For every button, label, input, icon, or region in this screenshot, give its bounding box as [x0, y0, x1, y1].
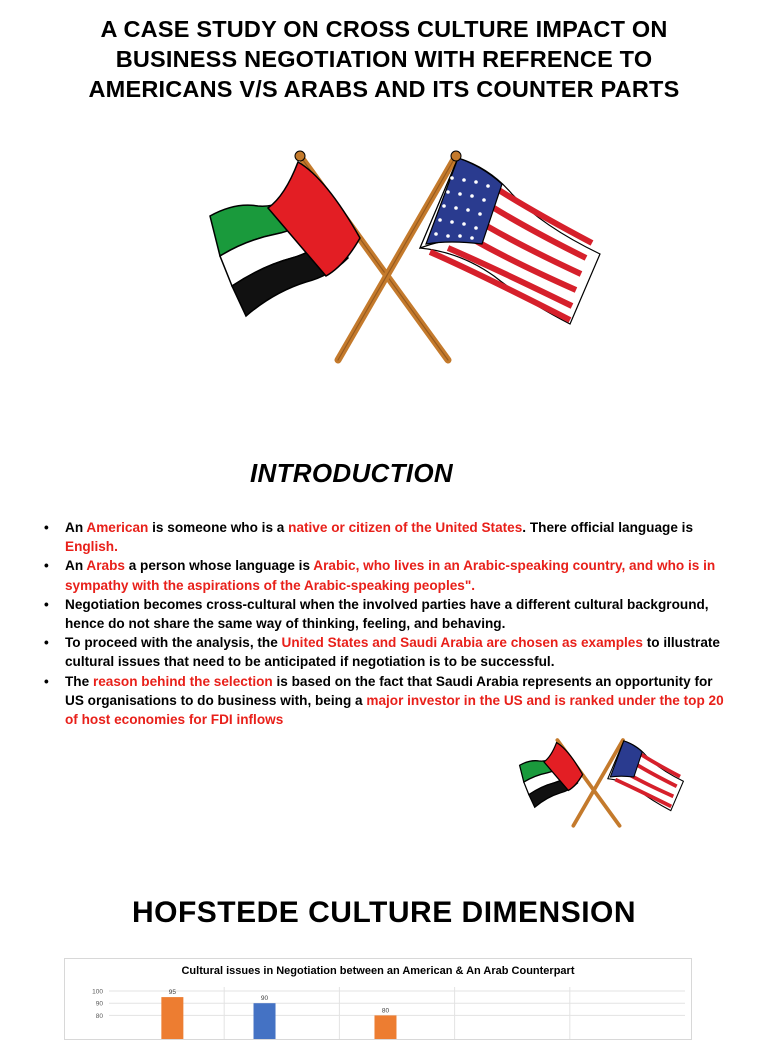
bar [254, 1003, 276, 1039]
bar-chart [65, 959, 691, 1039]
y-tick-label: 90 [95, 1000, 103, 1008]
page-title: A CASE STUDY ON CROSS CULTURE IMPACT ON BUSINESS NEGOTIATION WITH REFRENCE TO AMERICANS V/S ARABS AND ITS COUNTER PARTS [88, 16, 680, 102]
bullet-text: An [65, 520, 87, 535]
bar-value-label: 95 [168, 989, 176, 997]
bullet-text: Negotiation becomes cross-cultural when the involved parties have a different cultural background, hence do not share the same way of thinking, feeling, and behaving. [65, 596, 709, 632]
bullet-text: . There official language is [522, 520, 694, 535]
y-tick-label: 80 [95, 1012, 103, 1020]
bullet-text: to illustrate cultural issues that need to be anticipated if negotiation is to be successful. [65, 635, 720, 670]
bullet-item [44, 672, 724, 730]
bullet-highlight: Arabic, who lives in an Arabic-speaking country, and who is in sympathy with the aspirations of the Arabic-speaking peoples". [65, 558, 716, 593]
bullet-highlight: English. [65, 539, 118, 555]
bullet-item [44, 518, 724, 556]
bullet-highlight: native or citizen of the United States [288, 520, 523, 535]
crossed-flags-small-image [486, 735, 696, 835]
crossed-flags-image [130, 148, 630, 378]
bullet-highlight: American [86, 520, 149, 535]
bar [161, 997, 183, 1039]
bullet-text: The [65, 673, 93, 689]
bullet-text: is based on the fact that Saudi Arabia represents an opportunity for US organisations to do business with, being a [65, 673, 713, 708]
introduction-bullet-list [44, 518, 724, 729]
bullet-text: a person whose language is [124, 558, 314, 574]
bullet-item [44, 595, 724, 633]
bullet-text: To proceed with the analysis, the [65, 635, 282, 651]
bar [374, 1015, 396, 1039]
hofstede-heading: HOFSTEDE CULTURE DIMENSION [131, 896, 637, 929]
bullet-text: is someone who is a [148, 520, 289, 535]
bullet-highlight: major investor in the US and is ranked under the top 20 of host economies for FDI inflows [65, 692, 724, 728]
bullet-item [44, 633, 724, 671]
chart-title: Cultural issues in Negotiation between an American & An Arab Counterpart [181, 965, 575, 977]
bullet-highlight: Arabs [86, 558, 125, 574]
bar-value-label: 80 [381, 1007, 390, 1015]
bullet-item [44, 556, 724, 594]
bullet-text: An [65, 558, 87, 574]
y-tick-label: 100 [92, 988, 103, 996]
bullet-highlight: reason behind the selection [92, 673, 273, 689]
chart-container [64, 958, 692, 1040]
bullet-highlight: United States and Saudi Arabia are chosen as examples [281, 635, 643, 651]
bar-value-label: 90 [260, 995, 269, 1003]
introduction-heading: INTRODUCTION [250, 458, 453, 488]
